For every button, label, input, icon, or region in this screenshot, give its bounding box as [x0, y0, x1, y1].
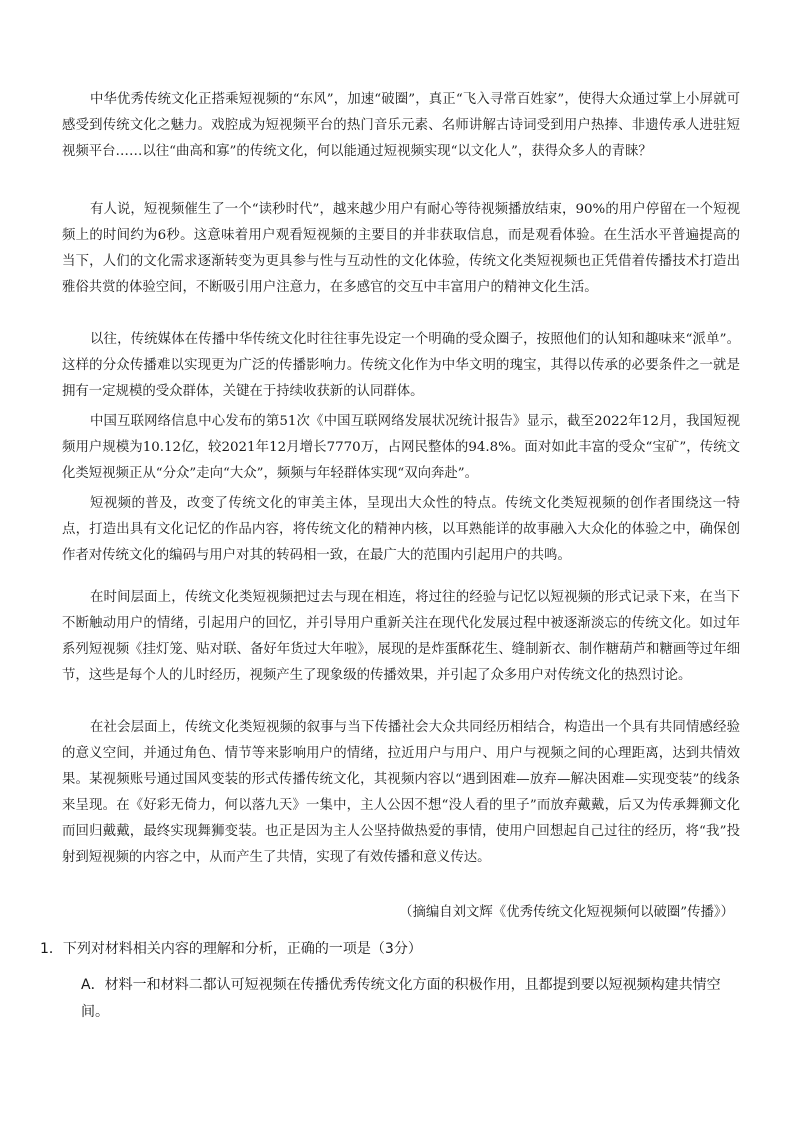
paragraph-6: 在时间层面上，传统文化类短视频把过去与现在相连，将过往的经验与记忆以短视频的形式记录下来，在当下不断触动用户的情绪，引起用户的回忆，并引导用户重新关注在现代化发展过程中被逐渐淡忘的传统文化。如过年系列短视频《挂灯笼、贴对联、备好年货过大年啦》，展现的是炸蛋酥花生、缝制新衣、制作糖葫芦和糖画等过年细节，这些是每个人的儿时经历，视频产生了现象级的传播效果，并引起了众多用户对传统文化的热烈讨论。 [62, 590, 740, 683]
question-stem: 1．下列对材料相关内容的理解和分析，正确的一项是（3分） [40, 941, 422, 957]
source-citation: （摘编自刘文辉《优秀传统文化短视频何以破圈”传播》） [399, 905, 734, 920]
paragraph-1: 中华优秀传统文化正搭乘短视频的“东风”，加速“破圈”，真正“飞入寻常百姓家”，使得大众通过掌上小屏就可感受到传统文化之魅力。戏腔成为短视频平台的热门音乐元素、名师讲解古诗词受到用户热捧、非遗传承人进驻短视频平台……以往“曲高和寡”的传统文化，何以能通过短视频实现“以文化人”，获得众多人的青睐？ [62, 92, 740, 159]
paragraph-4: 中国互联网络信息中心发布的第51次《中国互联网络发展状况统计报告》显示，截至2022年12月，我国短视频用户规模为10.12亿，较2021年12月增长7770万，占网民整体的94.8%。面对如此丰富的受众“宝矿”，传统文化类短视频正从“分众”走向“大众”，频频与年轻群体实现“双向奔赴”。 [62, 414, 740, 481]
question-option-a[interactable]: A．材料一和材料二都认可短视频在传播优秀传统文化方面的积极作用，且都提到要以短视频构建共情空间。 [81, 977, 721, 1020]
paragraph-3: 以往，传统媒体在传播中华传统文化时往往事先设定一个明确的受众圈子，按照他们的认知和趣味来“派单”。这样的分众传播难以实现更为广泛的传播影响力。传统文化作为中华文明的瑰宝，其得以传承的必要条件之一就是拥有一定规模的受众群体，关键在于持续收获新的认同群体。 [62, 332, 740, 399]
paragraph-2: 有人说，短视频催生了一个“读秒时代”，越来越少用户有耐心等待视频播放结束，90%的用户停留在一个短视频上的时间约为6秒。这意味着用户观看短视频的主要目的并非获取信息，而是观看体验。在生活水平普遍提高的当下，人们的文化需求逐渐转变为更具参与性与互动性的文化体验，传统文化类短视频也正凭借着传播技术打造出雅俗共赏的体验空间，不断吸引用户注意力，在多感官的交互中丰富用户的精神文化生活。 [62, 202, 740, 295]
paragraph-5: 短视频的普及，改变了传统文化的审美主体，呈现出大众性的特点。传统文化类短视频的创作者围绕这一特点，打造出具有文化记忆的作品内容，将传统文化的精神内核，以耳熟能详的故事融入大众化的体验之中，确保创作者对传统文化的编码与用户对其的转码相一致，在最广大的范围内引起用户的共鸣。 [62, 496, 740, 563]
paragraph-7: 在社会层面上，传统文化类短视频的叙事与当下传播社会大众共同经历相结合，构造出一个具有共同情感经验的意义空间，并通过角色、情节等来影响用户的情绪，拉近用户与用户、用户与视频之间的心理距离，达到共情效果。某视频账号通过国风变装的形式传播传统文化，其视频内容以“遇到困难—放弃—解决困难—实现变装”的线条来呈现。在《好彩无倚力，何以落九天》一集中，主人公因不想“没人看的里子”而放弃戴戴，后又为传承舞狮文化而回归戴戴，最终实现舞狮变装。也正是因为主人公坚持做热爱的事情，使用户回想起自己过往的经历，将“我”投射到短视频的内容之中，从而产生了共情，实现了有效传播和意义传达。 [62, 720, 740, 865]
